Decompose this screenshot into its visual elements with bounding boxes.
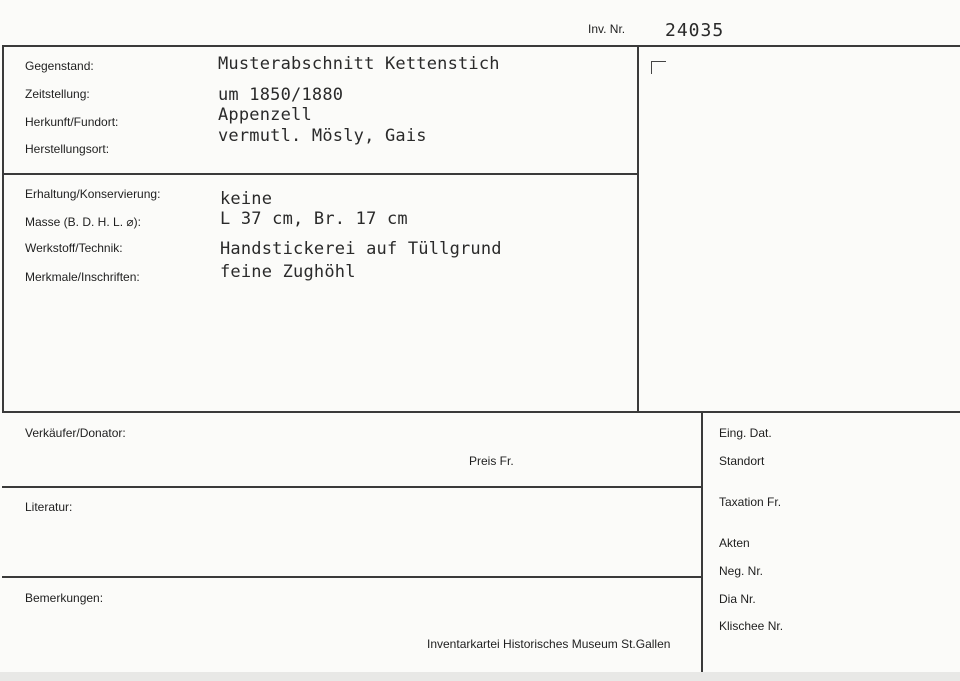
label-taxation: Taxation Fr. bbox=[719, 495, 782, 509]
value-merkmale: feine Zughöhl bbox=[220, 262, 356, 282]
value-gegenstand: Musterabschnitt Kettenstich bbox=[218, 54, 500, 74]
label-akten: Akten bbox=[719, 536, 750, 550]
label-dia-nr: Dia Nr. bbox=[719, 592, 756, 606]
label-herstellungsort: Herstellungsort: bbox=[25, 142, 110, 156]
inv-number-label: Inv. Nr. bbox=[588, 22, 626, 36]
label-gegenstand: Gegenstand: bbox=[25, 59, 94, 73]
label-neg-nr: Neg. Nr. bbox=[719, 564, 764, 578]
photo-corner-mark bbox=[651, 61, 666, 74]
label-werkstoff: Werkstoff/Technik: bbox=[25, 241, 123, 255]
label-literatur: Literatur: bbox=[25, 500, 73, 514]
label-erhaltung: Erhaltung/Konservierung: bbox=[25, 187, 161, 201]
footer-institution: Inventarkartei Historisches Museum St.Gallen bbox=[427, 637, 671, 651]
label-standort: Standort bbox=[719, 454, 765, 468]
divider-right-column bbox=[701, 411, 703, 672]
divider-verkaeufer bbox=[2, 486, 701, 488]
scan-edge bbox=[0, 672, 960, 681]
label-eing-dat: Eing. Dat. bbox=[719, 426, 772, 440]
value-erhaltung: keine bbox=[220, 189, 273, 209]
value-herkunft: Appenzell bbox=[218, 105, 312, 125]
value-werkstoff: Handstickerei auf Tüllgrund bbox=[220, 239, 502, 259]
label-masse: Masse (B. D. H. L. ⌀): bbox=[25, 215, 141, 229]
inv-number-value: 24035 bbox=[665, 20, 725, 41]
label-bemerkungen: Bemerkungen: bbox=[25, 591, 104, 605]
divider-literatur bbox=[2, 576, 701, 578]
label-preis: Preis Fr. bbox=[469, 454, 514, 468]
divider-image-left bbox=[637, 45, 639, 412]
label-merkmale: Merkmale/Inschriften: bbox=[25, 270, 140, 284]
label-zeitstellung: Zeitstellung: bbox=[25, 87, 90, 101]
label-klischee-nr: Klischee Nr. bbox=[719, 619, 784, 633]
divider-left bbox=[2, 45, 4, 412]
divider-section1 bbox=[2, 173, 637, 175]
value-herstellungsort: vermutl. Mösly, Gais bbox=[218, 126, 427, 146]
label-herkunft: Herkunft/Fundort: bbox=[25, 115, 119, 129]
divider-section2 bbox=[2, 411, 960, 413]
label-verkaeufer: Verkäufer/Donator: bbox=[25, 426, 126, 440]
value-masse: L 37 cm, Br. 17 cm bbox=[220, 209, 408, 229]
value-zeitstellung: um 1850/1880 bbox=[218, 85, 344, 105]
divider-top bbox=[2, 45, 960, 47]
